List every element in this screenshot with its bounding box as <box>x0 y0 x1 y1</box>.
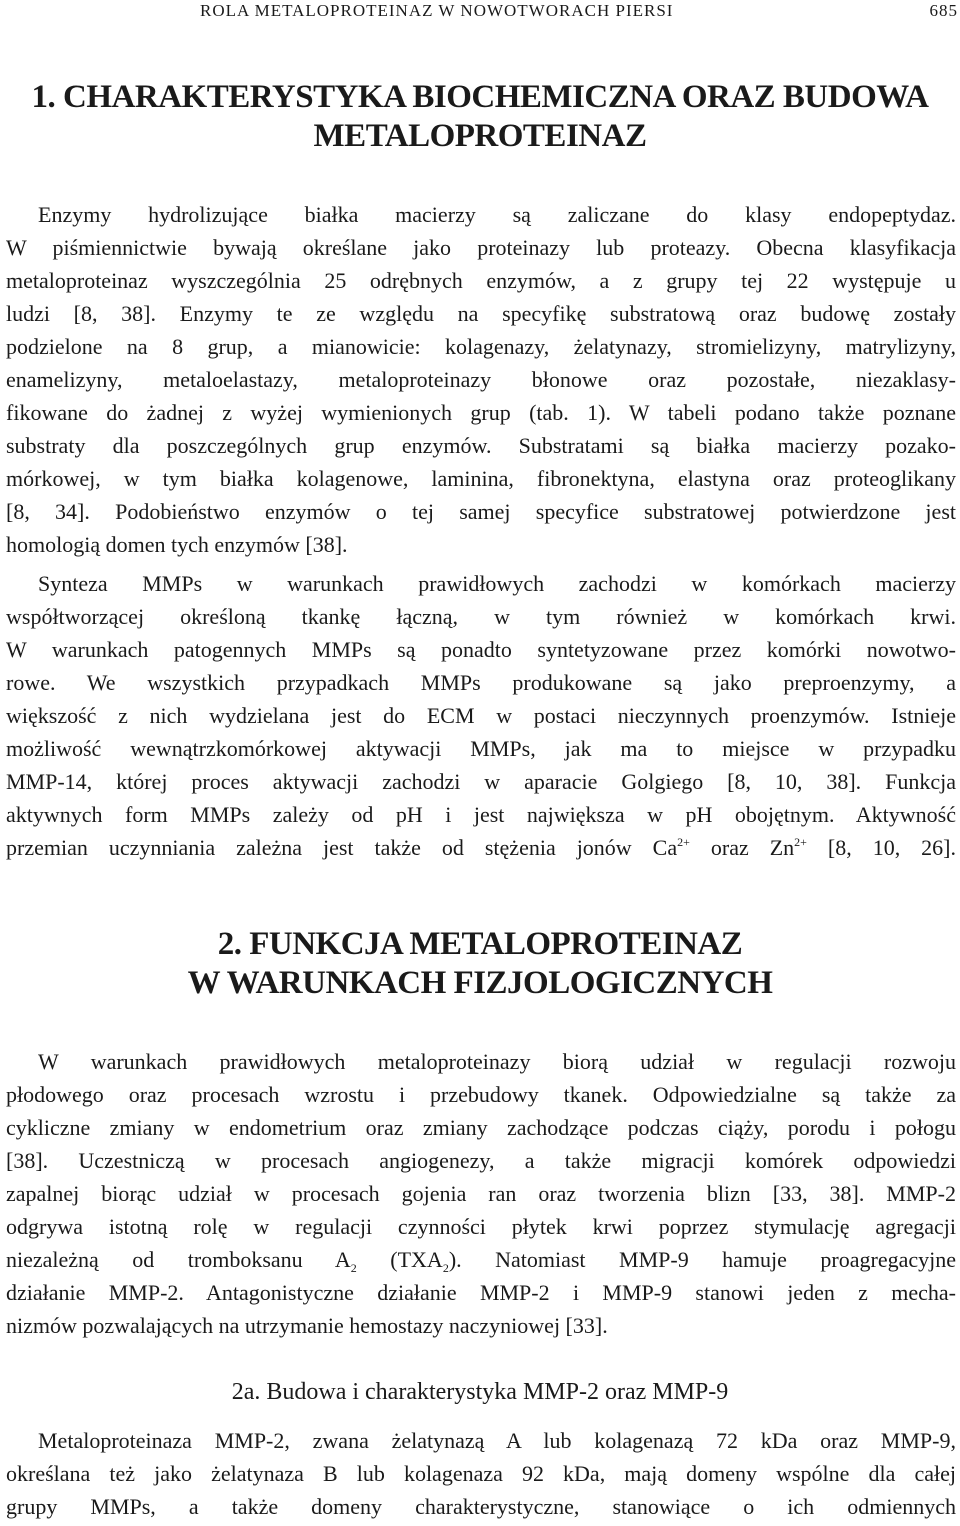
text-line: homologią domen tych enzymów [38]. <box>6 532 348 557</box>
text-line: płodowego oraz procesach wzrostu i przebudowy tkanek. Odpowiedzialne są także za <box>6 1082 956 1107</box>
text-line: enamelizyny, metaloelastazy, metaloproteinazy błonowe oraz pozostałe, niezaklasy- <box>6 367 956 392</box>
text-line: W warunkach patogennych MMPs są ponadto syntetyzowane przez komórki nowotwo- <box>6 637 956 662</box>
text-line: rowe. We wszystkich przypadkach MMPs produkowane są jako preproenzymy, a <box>6 670 956 695</box>
text-line: Metaloproteinaza MMP-2, zwana żelatynazą A lub kolagenazą 72 kDa oraz MMP-9, <box>38 1428 956 1453</box>
section-1-heading <box>0 78 960 156</box>
text-line: zapalnej biorąc udział w procesach gojenia ran oraz tworzenia blizn [33, 38]. MMP-2 <box>6 1181 956 1206</box>
text-line: metaloproteinaz wyszczególnia 25 odrębnych enzymów, a z grupy tej 22 występuje u <box>6 268 956 293</box>
text-line: grupy MMPs, a także domeny charakterystyczne, stanowiące o ich odmiennych <box>6 1494 956 1519</box>
text-line <box>6 831 956 864</box>
text-line: [38]. Uczestniczą w procesach angiogenezy, a także migracji komórek odpowiedzi <box>6 1148 956 1173</box>
page-number: 685 <box>929 1 958 20</box>
text-line: W warunkach prawidłowych metaloproteinazy biorą udział w regulacji rozwoju <box>38 1049 956 1074</box>
text-line: określana też jako żelatynaza B lub kolagenaza 92 kDa, mają domeny wspólne dla całej <box>6 1461 956 1486</box>
heading-line: 2. FUNKCJA METALOPROTEINAZ <box>217 926 743 962</box>
text-run: niezależną od tromboksanu A <box>6 1247 351 1272</box>
running-head-title: ROLA METALOPROTEINAZ W NOWOTWORACH PIERSI <box>200 1 674 20</box>
paragraph-3 <box>6 1045 956 1342</box>
heading-line: 1. CHARAKTERYSTYKA BIOCHEMICZNA ORAZ BUDOWA <box>31 79 929 115</box>
text-line: aktywnych form MMPs zależy od pH i jest największa w pH obojętnym. Aktywność <box>6 802 956 827</box>
text-line: nizmów pozwalających na utrzymanie hemostazy naczyniowej [33]. <box>6 1313 608 1338</box>
superscript: 2+ <box>677 835 690 849</box>
text-line: fikowane do żadnej z wyżej wymienionych grup (tab. 1). W tabeli podano także poznane <box>6 400 956 425</box>
paragraph-1 <box>6 198 956 561</box>
text-line: cykliczne zmiany w endometrium oraz zmiany zachodzące podczas ciąży, porodu i połogu <box>6 1115 956 1140</box>
text-run: (TXA <box>356 1247 443 1272</box>
text-line: substraty dla poszczególnych grup enzymów. Substratami są białka macierzy pozako- <box>6 433 956 458</box>
text-line <box>6 1243 956 1276</box>
heading-line: W WARUNKACH FIZJOLOGICZNYCH <box>187 965 773 1001</box>
text-run: [8, 10, 26]. <box>806 835 956 860</box>
text-line: większość z nich wydzielana jest do ECM w postaci nieczynnych proenzymów. Istnieje <box>6 703 956 728</box>
subsection-2a-heading: 2a. Budowa i charakterystyka MMP-2 oraz MMP-9 <box>231 1379 729 1405</box>
text-line: działanie MMP-2. Antagonistyczne działanie MMP-2 i MMP-9 stanowi jeden z mecha- <box>6 1280 956 1305</box>
text-line: Synteza MMPs w warunkach prawidłowych zachodzi w komórkach macierzy <box>38 571 956 596</box>
section-2-heading <box>0 925 960 1003</box>
subscript: 2 <box>350 1261 357 1275</box>
text-line: podzielone na 8 grup, a mianowicie: kolagenazy, żelatynazy, stromielizyny, matrylizyny, <box>6 334 956 359</box>
text-line: MMP-14, której proces aktywacji zachodzi w aparacie Golgiego [8, 10, 38]. Funkcja <box>6 769 956 794</box>
text-line: ludzi [8, 38]. Enzymy te ze względu na specyfikę substratową oraz budowę zostały <box>6 301 956 326</box>
text-line: [8, 34]. Podobieństwo enzymów o tej samej specyfice substratowej potwierdzone jest <box>6 499 956 524</box>
paragraph-4 <box>6 1424 956 1523</box>
running-head <box>0 0 960 30</box>
text-line: Enzymy hydrolizujące białka macierzy są zaliczane do klasy endopeptydaz. <box>38 202 956 227</box>
text-run: oraz Zn <box>689 835 795 860</box>
text-line: możliwość wewnątrzkomórkowej aktywacji MMPs, jak ma to miejsce w przypadku <box>6 736 956 761</box>
subscript: 2 <box>442 1261 449 1275</box>
text-line: odgrywa istotną rolę w regulacji czynności płytek krwi poprzez stymulację agregacji <box>6 1214 956 1239</box>
text-line: mórkowej, w tym białka kolagenowe, laminina, fibronektyna, elastyna oraz proteoglikany <box>6 466 956 491</box>
text-line: W piśmiennictwie bywają określane jako proteinazy lub proteazy. Obecna klasyfikacja <box>6 235 956 260</box>
heading-line: METALOPROTEINAZ <box>313 118 647 154</box>
text-run: ). Natomiast MMP-9 hamuje proagregacyjne <box>448 1247 956 1272</box>
superscript: 2+ <box>794 835 807 849</box>
text-run: przemian uczynniania zależna jest także od stężenia jonów Ca <box>6 835 678 860</box>
paragraph-2 <box>6 567 956 864</box>
text-line: współtworzącej określoną tkankę łączną, w tym również w komórkach krwi. <box>6 604 956 629</box>
